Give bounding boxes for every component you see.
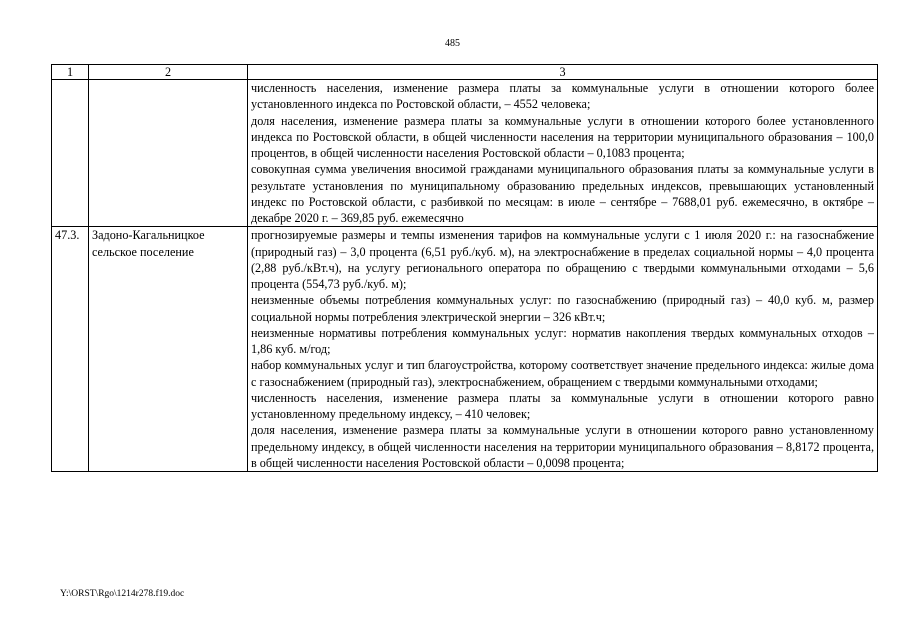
row-number-cell — [52, 80, 89, 227]
paragraph: совокупная сумма увеличения вносимой гражданами муниципального образования платы за коммунальные услуги в результате установления по муниципальному образованию предельных индексов, превышающих установленный индекс по Ростовской области, с разбивкой по месяцам: в июле – сентябре – 7688,01 руб. ежемесячно, в октябре – декабре 2020 г. – 369,85 руб. ежемесячно — [251, 162, 874, 225]
row-text-cell — [248, 80, 878, 227]
paragraph: доля населения, изменение размера платы за коммунальные услуги в отношении которого равно установленному предельному индексу, в общей численности населения на территории муниципального образования – 8,8172 процента, в общей численности населения Ростовской области – 0,0098 процента; — [251, 423, 874, 470]
table-header-row — [52, 65, 878, 80]
file-path-footer: Y:\ORST\Rgo\1214r278.f19.doc — [60, 589, 185, 599]
paragraph: неизменные нормативы потребления коммунальных услуг: норматив накопления твердых коммунальных отходов – 1,86 куб. м/год; — [251, 325, 874, 356]
settlement-name-cell: Задоно-Кагальницкое сельское поселение — [89, 227, 248, 472]
settlement-name-cell — [89, 80, 248, 227]
paragraph: численность населения, изменение размера платы за коммунальные услуги в отношении которого более установленного индекса по Ростовской области, – 4552 человека; — [251, 81, 874, 112]
row-number-cell: 47.3. — [52, 227, 89, 472]
paragraph: неизменные объемы потребления коммунальных услуг: по газоснабжению (природный газ) – 40,0 куб. м, размер социальной нормы потребления электрической энергии – 326 кВт.ч; — [251, 293, 874, 324]
table-row — [52, 80, 878, 227]
paragraph: численность населения, изменение размера платы за коммунальные услуги в отношении которого равно установленному предельному индексу, – 410 человек; — [251, 390, 874, 421]
paragraph: набор коммунальных услуг и тип благоустройства, которому соответствует значение предельного индекса: жилые дома с газоснабжением (природный газ), электроснабжением, обращением с твердыми коммунальными отходами; — [251, 358, 874, 389]
column-header-3: 3 — [248, 65, 878, 80]
paragraph: прогнозируемые размеры и темпы изменения тарифов на коммунальные услуги с 1 июля 2020 г.: на газоснабжение (природный газ) – 3,0 процента (6,51 руб./куб. м), на электроснабжение в пределах социальной нормы – 4,0 процента (2,88 руб./кВт.ч), на услугу регионального оператора по обращению с твердыми коммунальными отходами – 5,6 процента (554,73 руб./куб. м); — [251, 228, 874, 291]
column-header-1: 1 — [52, 65, 89, 80]
row-text-cell — [248, 227, 878, 472]
column-header-2: 2 — [89, 65, 248, 80]
document-table — [51, 64, 878, 472]
page-number: 485 — [445, 38, 460, 49]
table-row — [52, 227, 878, 472]
paragraph: доля населения, изменение размера платы за коммунальные услуги в отношении которого более установленного индекса по Ростовской области, в общей численности населения на территории муниципального образования – 100,0 процентов, в общей численности населения Ростовской области – 0,1083 процента; — [251, 113, 874, 160]
